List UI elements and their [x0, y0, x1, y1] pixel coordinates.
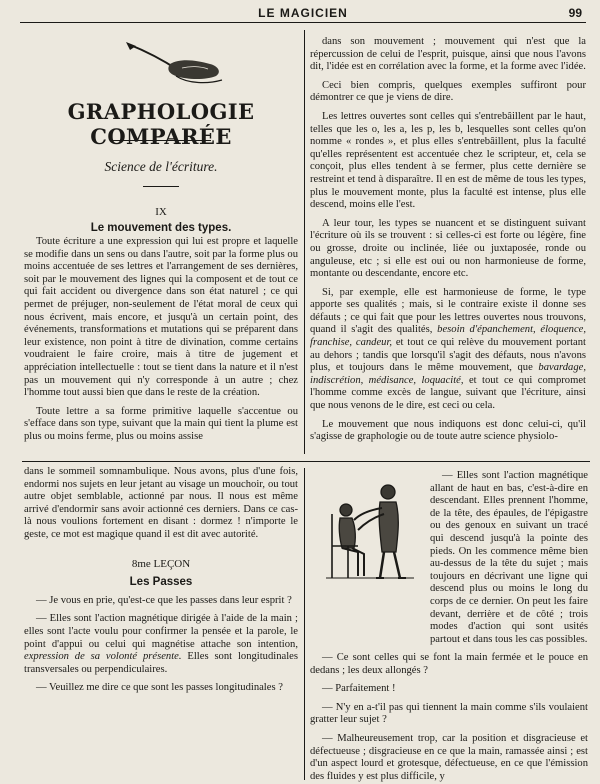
paragraph: — Veuillez me dire ce que sont les passes longitudinales ?: [36, 682, 283, 694]
text-run: et tout ce qui relève du mouvement portant au dehors ; tandis que lorsqu'il s'agit des défauts, nous n'avons plus, et toujours dans le même mouvement, que: [310, 337, 586, 374]
subtitle-rule: [143, 186, 179, 187]
paragraph: — Elles sont l'action magnétique allant de haut en bas, c'est-à-dire en descendant. Elles prennent l'homme, de la tête, des épaules, de l'épigastre ou des genoux en suivant un tracé qui descend jusqu'à la pointe des pieds. On les commence même bien au-dessus de la tête du sujet ; mais toujours en décrivant une ligne qui descend plus ou moins le long du corps de ce dernier. On peut les faire devant, derrière et de côté ; trois modes d'action qui sont usités partout et dans tous les cas possibles.: [430, 470, 588, 645]
paragraph: dans son mouvement ; mouvement qui n'est que la répercussion de celui de l'esprit, puisque, ainsi que nous l'avons dit, l'idée est en corrélation avec la forme, et la forme avec l'idée.: [310, 36, 586, 73]
quill-hand-ornament: [118, 38, 228, 88]
section-divider: [22, 461, 590, 462]
column-top-left: [24, 236, 298, 444]
section-numeral: IX: [155, 206, 167, 218]
page-number: 99: [568, 6, 582, 20]
paragraph: — Parfaitement !: [322, 683, 396, 695]
magnetic-passes-illustration: [318, 474, 422, 586]
section-heading: Le mouvement des types.: [90, 222, 232, 234]
text-run: Elles sont longitudinales transversales ou perpendiculaires.: [24, 651, 298, 675]
lesson-number: 8me LEÇON: [131, 557, 191, 570]
running-header: [20, 4, 586, 23]
lesson-heading: Les Passes: [129, 576, 193, 589]
paragraph: Toute écriture a une expression qui lui est propre et laquelle se modifie dans un sens ou dans l'autre, soit par la forme plus ou moins accentuée de ses lettres et l'arrangement de ses dernières, soit par le mouvement des lignes qui la composent et de tout ce qui fait accident ou divergence dans son état naturel ; ce qui permet de préjuger, non-seulement de l'état moral de ceux qui nous écrivent, mais encore, et jusqu'à un certain point, des événements, transformations et mutations qui se préparent dans leur existence, non point à titre de divination, comme certains voudraient le faire croire, mais à titre de jugement et appréciation intellectuelle : tout se tient dans la nature et il n'est pas un mouvement qui n'y corresponde à un autre ; chez l'homme tout aussi bien que dans le reste de la création.: [24, 236, 298, 399]
title-rule: [111, 140, 211, 141]
column-top-right: [310, 36, 586, 444]
text-run: et tout ce qui compromet l'homme comme excès de langue, suivant que l'écriture, ainsi que nous venons de le dire, est ceci ou cela.: [310, 374, 586, 412]
italic-phrase: expression de sa volonté présente.: [24, 651, 182, 663]
paragraph: — N'y en a-t'il pas qui tiennent la main comme s'ils voulaient gratter leur sujet ?: [310, 701, 588, 726]
column-bottom-left: [24, 466, 298, 695]
text-run: — Elles sont l'action magnétique dirigée à l'aide de la main ; elles sont l'acte voulu pour confirmer la pensée et la parole, le point d'appui ou celui qui magnétise attache son intention,: [24, 613, 298, 650]
paragraph: — Je vous en prie, qu'est-ce que les passes dans leur esprit ?: [36, 594, 292, 606]
column-bottom-right: [310, 652, 588, 783]
paragraph: [24, 613, 298, 676]
column-bottom-right-narrow: [430, 470, 588, 646]
journal-title: LE MAGICIEN: [258, 6, 348, 20]
paragraph: A leur tour, les types se nuancent et se distinguent suivant l'écriture où ils se trouvent : si celles-ci est forte ou légère, fine ou grosse, droite ou inclinée, liée ou juxtaposée, ronde ou anguleuse, etc ; si elle est oui ou non harmonieuse de forme, montante ou descendante, encore etc.: [310, 217, 586, 280]
paragraph: Les lettres ouvertes sont celles qui s'entrebâillent par le haut, telles que les o, les a, les p, les b, lesquelles sont celles qu'on nomme « rondes », et plus elles s'entrebâillent, plus la faculté qu'elles représentent est accentuée chez le scripteur, et, cela se conçoit, plus elles tendent à se fermer, plus cette dernière se restreint et tend à disparaître. Il en est de même de tous les types, plus le mouvement monte, plus la faculté est intense, plus elle descend, moins elle l'est.: [310, 110, 586, 211]
article-subtitle: Science de l'écriture.: [104, 159, 218, 174]
paragraph: Toute lettre a sa forme primitive laquelle s'accentue ou s'efface dans son type, suivant que la main qui tient la plume est plus ou moins ferme, plus ou moins assise: [24, 405, 298, 442]
paragraph: Le mouvement que nous indiquons est donc celui-ci, qu'il s'agisse de graphologie ou de toute autre science physiolo-: [310, 418, 586, 443]
column-divider-top: [304, 30, 305, 454]
article-title: GRAPHOLOGIE COMPARÉE: [67, 99, 255, 149]
italic-defects: bavardage, indiscrétion, médisance, loquacité,: [310, 362, 586, 386]
text-run: Si, par exemple, elle est harmonieuse de forme, le type apporte ses qualités ; mais, si le contraire existe il donne ses défauts ; ce qui fait que pour les lettres ouvertes nous trouvons, quand il s'agit des qualités,: [310, 286, 586, 336]
column-divider-bottom: [304, 468, 305, 780]
paragraph: dans le sommeil somnambulique. Nous avons, plus d'une fois, endormi nos sujets en leur jetant au visage un mouchoir, ou tout autre objet semblable, actionné par nous. Il nous est même arrivé d'endormir sans avoir actionné ces derniers. Dans ce cas-là nous voulions fortement en disant : dormez ! n'importe le geste, ce mot est magique quand il est dit avec autorité.: [24, 466, 298, 540]
paragraph: Ceci bien compris, quelques exemples suffiront pour démontrer ce que je viens de dire.: [310, 79, 586, 104]
paragraph: — Ce sont celles qui se font la main fermée et le pouce en dedans ; les deux allongés ?: [310, 652, 588, 676]
italic-qualities: besoin d'épanchement, éloquence, franchise, candeur,: [310, 324, 586, 349]
paragraph: [310, 287, 586, 413]
paragraph: — Malheureusement trop, car la position et disgracieuse et défectueuse ; disgracieuse en ce que la main, ramassée ainsi ; est d'un aspect lourd et grotesque, défectueuse, en ce que l'émission des fluides y est plus difficile, y: [310, 732, 588, 782]
